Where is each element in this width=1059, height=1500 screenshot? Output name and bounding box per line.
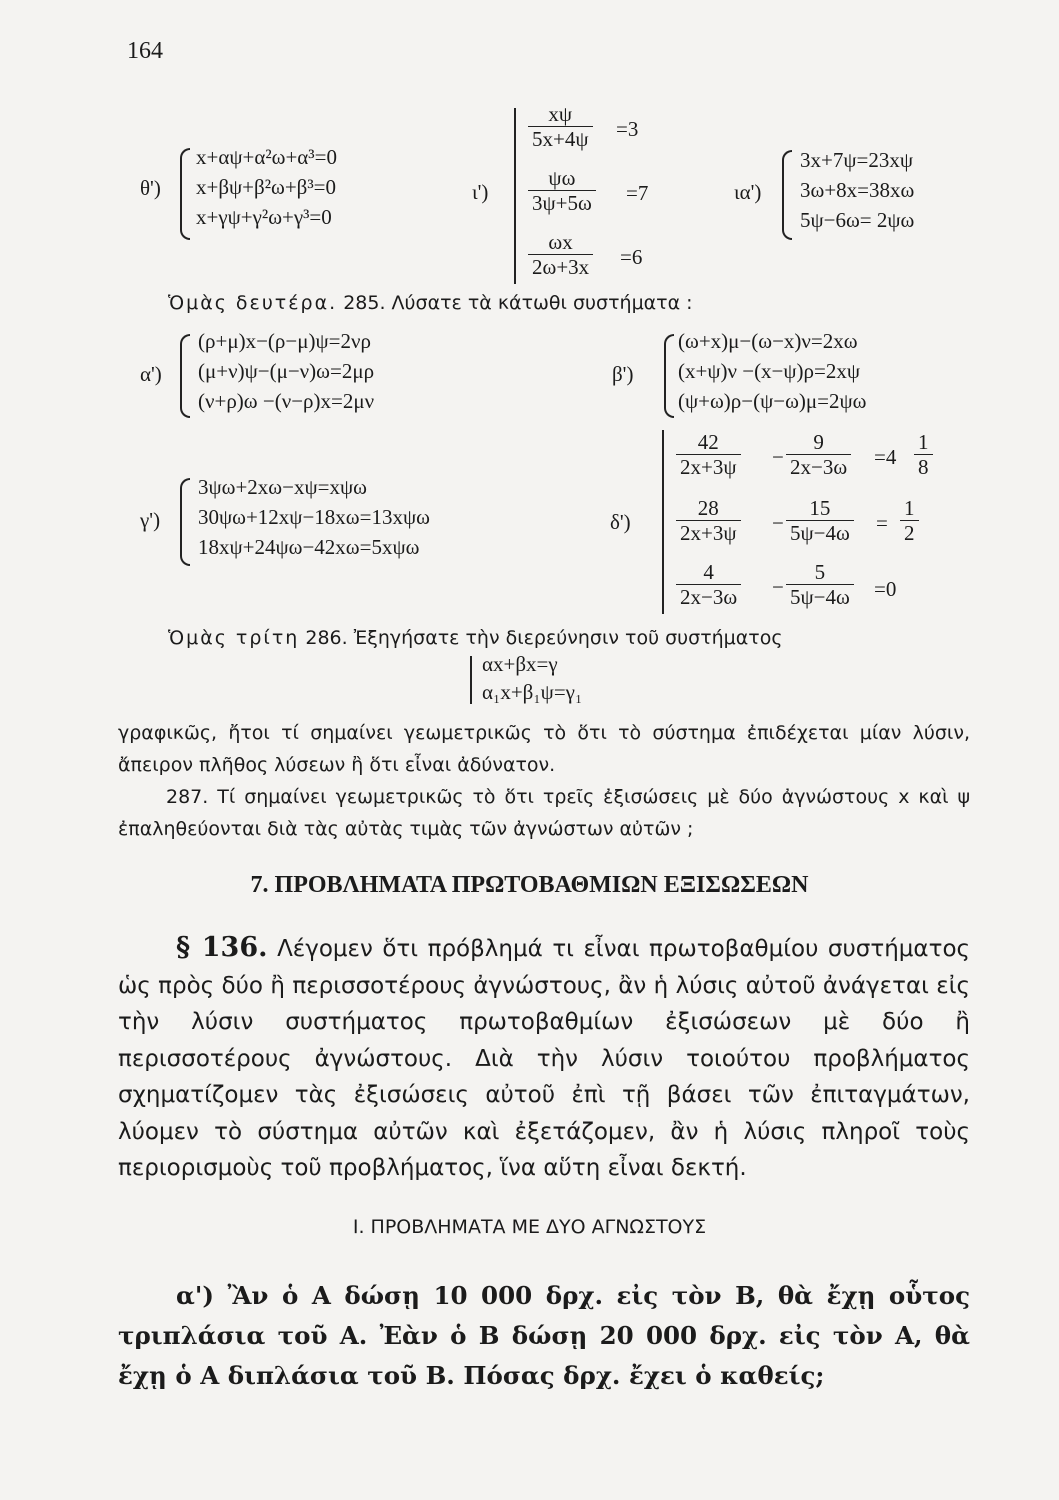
system-286 — [482, 650, 582, 706]
equation: (ρ+μ)x−(ρ−μ)ψ=2νρ — [198, 329, 371, 353]
chapter-heading: 7. ΠΡΟΒΛΗΜΑΤΑ ΠΡΩΤΟΒΑΘΜΙΩΝ ΕΞΙΣΩΣΕΩΝ — [250, 872, 809, 898]
section-marker: § 136. — [176, 932, 268, 963]
group-title: Ὁμὰς τρίτη — [168, 627, 300, 649]
system-label-b: β') — [612, 362, 634, 386]
denominator: 2x+3ψ — [676, 454, 741, 479]
system-label-theta: θ') — [140, 176, 161, 200]
group-instruction: 285. Λύσατε τὰ κάτωθι συστήματα : — [343, 292, 693, 314]
bar-iota — [514, 108, 520, 284]
equation-rhs: =0 — [874, 577, 897, 601]
numerator: ωx — [548, 230, 573, 254]
fraction — [676, 496, 741, 545]
equation: (μ+ν)ψ−(μ−ν)ω=2μρ — [198, 359, 375, 383]
fraction — [786, 560, 854, 609]
numerator: 4 — [703, 560, 714, 584]
equation: α₁x+β₁ψ=γ₁ — [482, 680, 583, 704]
system-label-g: γ') — [140, 508, 161, 532]
equation: 18xψ+24ψω−42xω=5xψω — [198, 535, 420, 559]
fraction — [528, 230, 593, 279]
system-label-d: δ') — [610, 510, 631, 534]
equation: x+αψ+α²ω+α³=0 — [196, 145, 337, 169]
bar-d — [662, 430, 668, 614]
numerator: 1 — [904, 496, 915, 520]
problem-a: α') Ἂν ὁ Α δώσῃ 10 000 δρχ. εἰς τὸν Β, θὰ ἔχῃ οὗτος τριπλάσια τοῦ Α. Ἐὰν ὁ Β δώσῃ 20 000 δρχ. εἰς τὸν Α, θὰ ἔχῃ ὁ Α διπλάσια τοῦ Β. Πόσας δρχ. ἔχει ὁ καθείς; — [118, 1281, 970, 1390]
system-a — [198, 326, 374, 416]
system-b — [678, 326, 867, 416]
equation-rhs: = — [876, 511, 888, 535]
bar-286 — [470, 656, 476, 704]
fraction — [676, 430, 741, 479]
brace-g — [180, 478, 190, 566]
fraction — [676, 560, 741, 609]
numerator: xψ — [548, 102, 573, 126]
fraction — [900, 496, 919, 545]
brace-b — [664, 334, 674, 418]
denominator: 2ω+3x — [528, 254, 593, 279]
system-label-iota: ι') — [472, 180, 489, 204]
equation: (ψ+ω)ρ−(ψ−ω)μ=2ψω — [678, 389, 867, 413]
equation: (ω+x)μ−(ω−x)ν=2xω — [678, 329, 858, 353]
paragraph-287: 287. Τί σημαίνει γεωμετρικῶς τὸ ὅτι τρεῖς ἐξισώσεις μὲ δύο ἀγνώστους x καὶ ψ ἐπαληθεύονται διὰ τὰς αὐτὰς τιμὰς τῶν ἀγνώστων αὐτῶν ; — [118, 786, 970, 840]
group-three-header — [168, 627, 783, 649]
numerator: ψω — [548, 166, 576, 190]
system-label-iota-alpha: ια') — [734, 180, 762, 204]
group-title: Ὁμὰς δευτέρα. — [168, 292, 338, 314]
operator: − — [772, 511, 784, 535]
equation-rhs: =7 — [626, 181, 649, 205]
equation-rhs: =3 — [616, 117, 639, 141]
group-instruction: 286. Ἐξηγήσατε τὴν διερεύνησιν τοῦ συστήματος — [305, 627, 783, 649]
brace-iota-alpha — [782, 150, 792, 240]
denominator: 5ψ−4ω — [786, 584, 854, 609]
equation: (ν+ρ)ω −(ν−ρ)x=2μν — [198, 389, 375, 413]
equation: 3ω+8x=38xω — [800, 178, 915, 202]
fraction — [914, 430, 933, 479]
operator: − — [772, 575, 784, 599]
system-label-a: α') — [140, 362, 162, 386]
group-two-header — [168, 292, 693, 314]
equation: x+γψ+γ²ω+γ³=0 — [196, 205, 332, 229]
page-number: 164 — [127, 38, 163, 64]
fraction — [786, 430, 851, 479]
operator: − — [772, 445, 784, 469]
denominator: 2x+3ψ — [676, 520, 741, 545]
numerator: 5 — [814, 560, 826, 584]
equation: 3x+7ψ=23xψ — [800, 148, 913, 172]
fraction — [528, 102, 593, 151]
equation: αx+βx=γ — [482, 652, 558, 676]
denominator: 3ψ+5ω — [528, 190, 596, 215]
denominator: 8 — [914, 454, 933, 479]
denominator: 5ψ−4ω — [786, 520, 854, 545]
numerator: 28 — [697, 496, 719, 520]
denominator: 2x−3ω — [676, 584, 741, 609]
brace-theta — [180, 148, 190, 240]
denominator: 2x−3ω — [786, 454, 851, 479]
section-body: Λέγομεν ὅτι πρόβλημά τι εἶναι πρωτοβαθμίου συστήματος ὡς πρὸς δύο ἢ περισσοτέρους ἀγνώστους, ἂν ἡ λύσις αὐτοῦ ἀνάγεται εἰς τὴν λύσιν συστήματος πρωτοβαθμίων ἐξισώσεων μὲ δύο ἢ περισσοτέρους ἀγνώστους. Διὰ τὴν λύσιν τοιούτου προβλήματος σχηματίζομεν τὰς ἐξισώσεις αὐτοῦ ἐπὶ τῇ βάσει τῶν ἐπιταγμάτων, λύομεν τὸ σύστημα αὐτῶν καὶ ἐξετάζομεν, ἂν ἡ λύσις πληροῖ τοὺς περιορισμοὺς τοῦ προβλήματος, ἵνα αὕτη εἶναι δεκτή. — [118, 936, 971, 1181]
system-g — [198, 472, 430, 562]
numerator: 42 — [697, 430, 719, 454]
denominator: 2 — [900, 520, 919, 545]
paragraph-286-continued: γραφικῶς, ἤτοι τί σημαίνει γεωμετρικῶς τὸ ὅτι τὸ σύστημα ἐπιδέχεται μίαν λύσιν, ἄπειρον πλῆθος λύσεων ἢ ὅτι εἶναι ἀδύνατον. — [118, 722, 970, 776]
fraction — [786, 496, 854, 545]
equation: x+βψ+β²ω+β³=0 — [196, 175, 336, 199]
system-theta — [196, 142, 337, 232]
fraction — [528, 166, 596, 215]
equation-rhs: =4 — [874, 445, 897, 469]
system-iota-alpha — [800, 145, 914, 235]
numerator: 15 — [809, 496, 831, 520]
section-136-paragraph — [118, 930, 970, 1187]
equation: (x+ψ)ν −(x−ψ)ρ=2xψ — [678, 359, 861, 383]
numerator: 9 — [813, 430, 824, 454]
equation: 5ψ−6ω= 2ψω — [800, 208, 915, 232]
denominator: 5x+4ψ — [528, 126, 593, 151]
numerator: 1 — [918, 430, 929, 454]
brace-a — [180, 334, 190, 418]
subheading: Ι. ΠΡΟΒΛΗΜΑΤΑ ΜΕ ΔΥΟ ΑΓΝΩΣΤΟΥΣ — [352, 1216, 707, 1238]
equation: 30ψω+12xψ−18xω=13xψω — [198, 505, 430, 529]
equation-rhs: =6 — [620, 245, 643, 269]
equation: 3ψω+2xω−xψ=xψω — [198, 475, 367, 499]
